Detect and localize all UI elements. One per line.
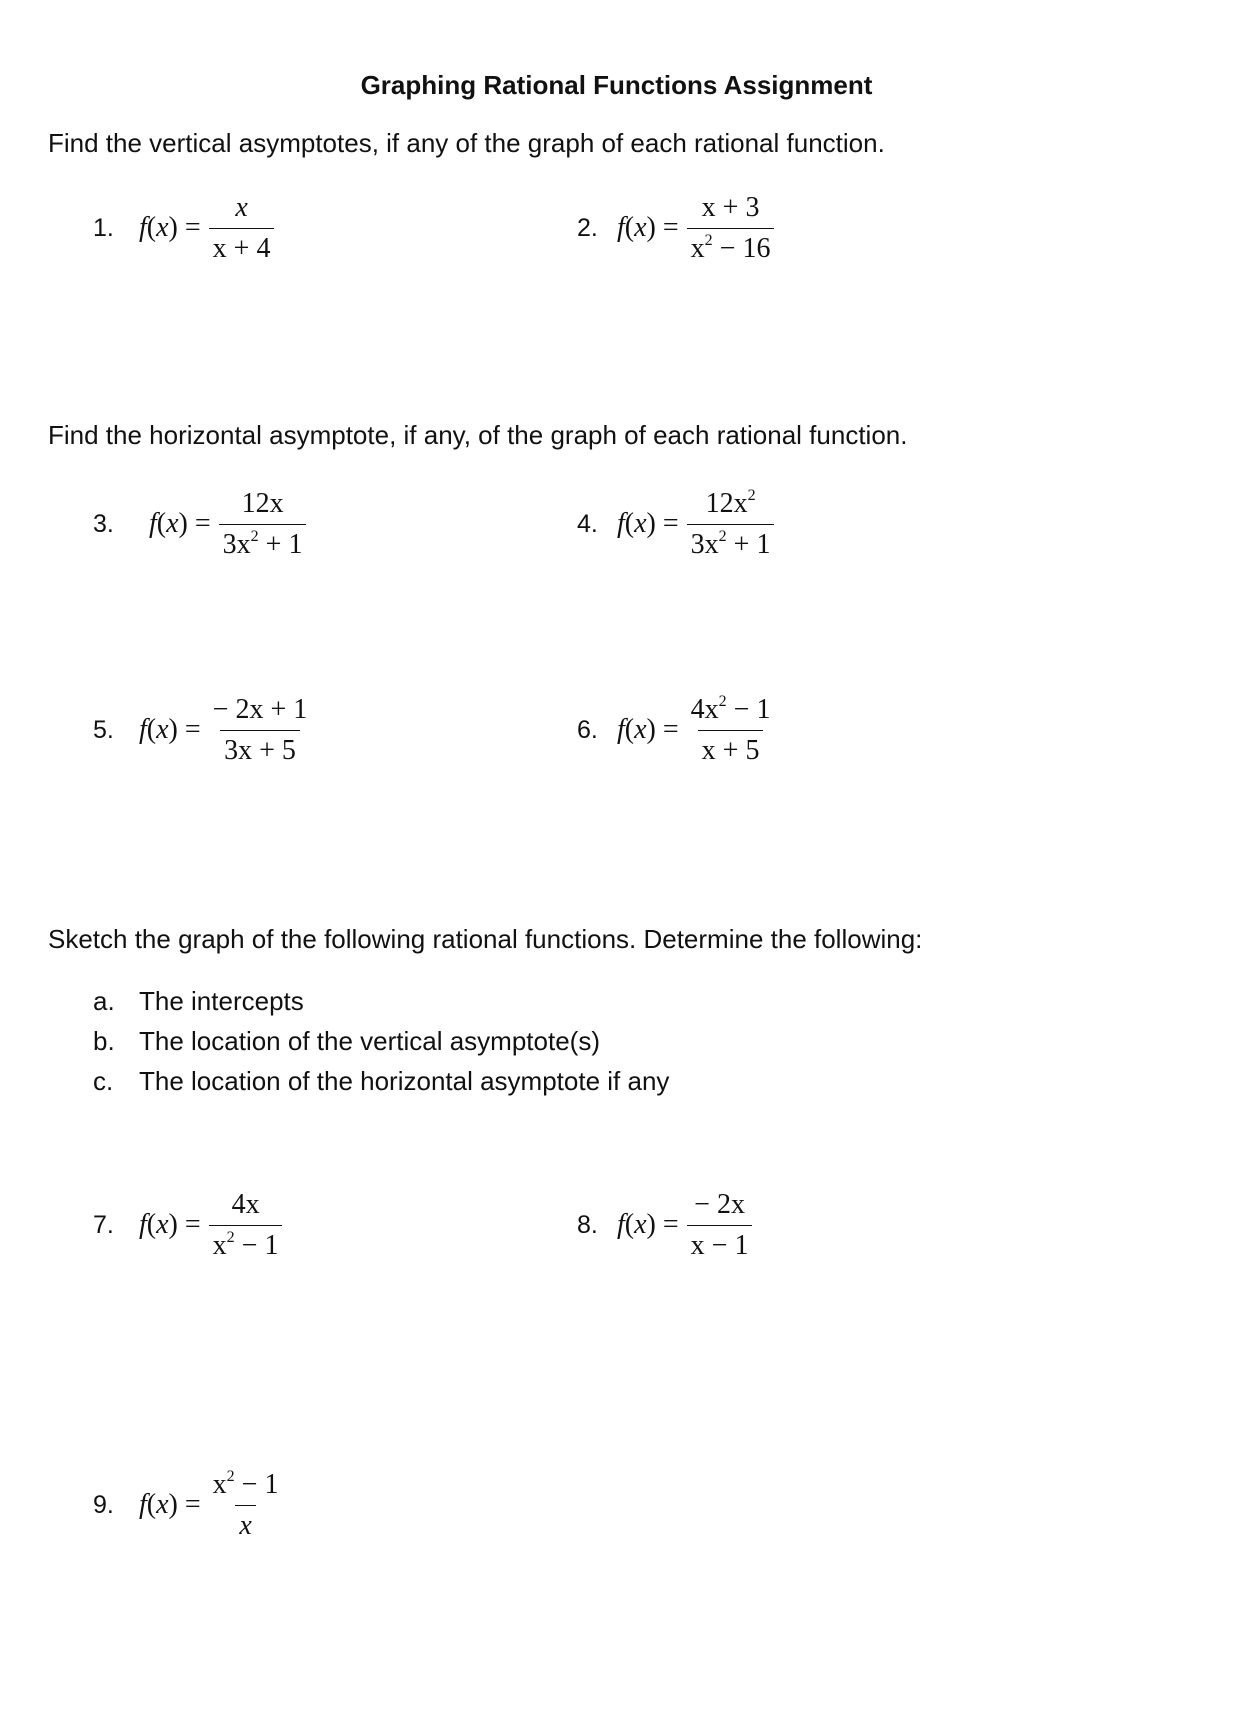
problem-9 <box>93 1465 282 1545</box>
numerator: x <box>235 191 248 223</box>
problem-number: 6. <box>577 715 598 744</box>
function-lhs: f(x) = <box>617 1209 679 1240</box>
problem-8 <box>577 1185 752 1265</box>
denominator: $x^2 - 1$ <box>209 1225 283 1262</box>
variable: x <box>166 508 179 539</box>
problem-7 <box>93 1185 282 1265</box>
denominator: x <box>235 1505 255 1542</box>
function-name: f <box>149 508 157 539</box>
equals-sign: = <box>662 508 679 539</box>
function-name: f <box>139 1489 147 1520</box>
problem-1 <box>93 188 274 268</box>
problem-number: 2. <box>577 213 598 242</box>
list-item <box>93 1026 600 1057</box>
numerator: 4x <box>231 1188 260 1220</box>
numerator: − 2x + 1 <box>212 693 308 725</box>
equals-sign: = <box>662 1209 679 1240</box>
numerator: $4x^2 - 1$ <box>690 692 771 725</box>
problem-4 <box>577 484 774 564</box>
function-lhs: f(x) = <box>139 212 201 243</box>
problem-number: 8. <box>577 1210 598 1239</box>
variable: x <box>156 1489 169 1520</box>
function-lhs: f(x) = <box>139 1489 201 1520</box>
list-item-label: c. <box>93 1066 114 1096</box>
denominator: x − 1 <box>687 1225 753 1262</box>
list-item-text: The location of the horizontal asymptote if any <box>139 1066 670 1096</box>
list-item-label: a. <box>93 986 115 1016</box>
variable: x <box>634 714 647 745</box>
equals-sign: = <box>184 1489 201 1520</box>
fraction <box>209 192 275 265</box>
numerator: 12x <box>241 487 284 519</box>
function-lhs: f(x) = <box>139 714 201 745</box>
denominator: x + 5 <box>698 730 764 767</box>
fraction <box>687 192 775 265</box>
fraction <box>209 1469 283 1542</box>
function-lhs: f(x) = <box>139 1209 201 1240</box>
denominator: $x^2 - 16$ <box>687 228 775 265</box>
numerator: − 2x <box>694 1188 745 1220</box>
variable: x <box>634 1209 647 1240</box>
equals-sign: = <box>184 714 201 745</box>
fraction <box>687 1189 753 1262</box>
list-item-text: The intercepts <box>139 986 304 1016</box>
problem-number: 7. <box>93 1210 114 1239</box>
numerator: $12x^2$ <box>705 486 756 519</box>
function-name: f <box>617 714 625 745</box>
denominator: 3x + 5 <box>220 730 300 767</box>
function-lhs: f(x) = <box>149 508 211 539</box>
fraction <box>687 488 775 561</box>
fraction <box>687 694 775 767</box>
problem-2 <box>577 188 774 268</box>
variable: x <box>156 212 169 243</box>
variable: x <box>156 714 169 745</box>
function-name: f <box>617 1209 625 1240</box>
list-item-label: b. <box>93 1026 115 1056</box>
equals-sign: = <box>662 714 679 745</box>
fraction <box>219 488 307 561</box>
problem-5 <box>93 690 311 770</box>
problem-3 <box>93 484 306 564</box>
denominator: $3x^2 + 1$ <box>687 524 775 561</box>
fraction <box>209 694 312 767</box>
variable: x <box>156 1209 169 1240</box>
horizontal-asymptote-instruction: Find the horizontal asymptote, if any, of the graph of each rational function. <box>48 420 908 450</box>
variable: x <box>634 508 647 539</box>
function-name: f <box>139 212 147 243</box>
numerator: x + 3 <box>701 191 760 223</box>
function-lhs: f(x) = <box>617 508 679 539</box>
function-name: f <box>617 508 625 539</box>
problem-number: 9. <box>93 1490 114 1519</box>
equals-sign: = <box>662 212 679 243</box>
problem-number: 4. <box>577 509 598 538</box>
list-item <box>93 1066 669 1097</box>
function-name: f <box>139 1209 147 1240</box>
denominator: x + 4 <box>209 228 275 265</box>
equals-sign: = <box>184 1209 201 1240</box>
problem-number: 3. <box>93 509 114 538</box>
problem-number: 5. <box>93 715 114 744</box>
function-lhs: f(x) = <box>617 212 679 243</box>
list-item <box>93 986 304 1017</box>
numerator: $x^2 - 1$ <box>212 1467 279 1500</box>
vertical-asymptote-instruction: Find the vertical asymptotes, if any of the graph of each rational function. <box>48 128 885 158</box>
list-item-text: The location of the vertical asymptote(s) <box>139 1026 600 1056</box>
function-lhs: f(x) = <box>617 714 679 745</box>
variable: x <box>634 212 647 243</box>
problem-6 <box>577 690 774 770</box>
problem-number: 1. <box>93 213 114 242</box>
fraction <box>209 1189 283 1262</box>
function-name: f <box>617 212 625 243</box>
sketch-instruction: Sketch the graph of the following rational functions. Determine the following: <box>48 924 923 954</box>
function-name: f <box>139 714 147 745</box>
denominator: $3x^2 + 1$ <box>219 524 307 561</box>
page-title: Graphing Rational Functions Assignment <box>360 70 873 100</box>
equals-sign: = <box>184 212 201 243</box>
equals-sign: = <box>194 508 211 539</box>
